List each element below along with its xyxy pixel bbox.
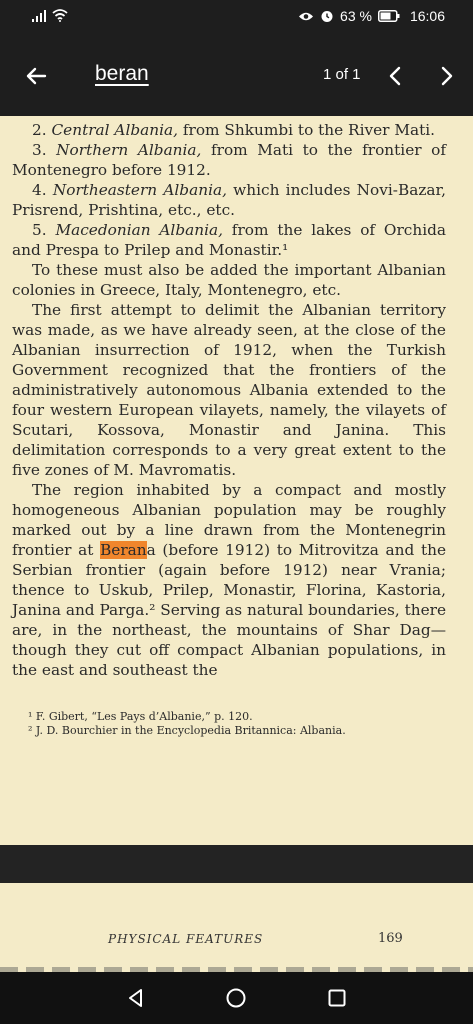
alarm-icon [320,9,334,23]
chevron-right-icon [439,65,455,87]
paragraph: To these must also be added the important Albanian colonies in Greece, Italy, Montenegro, etc. [12,261,446,299]
search-match-highlight: Beran [100,541,147,559]
signal-icon [32,10,48,22]
page-text [12,120,446,680]
paragraph: 3. Northern Albania, from Mati to the frontier of Montenegro before 1912. [12,141,446,179]
previous-match-button[interactable] [380,60,410,92]
next-page[interactable] [0,883,473,972]
page-gap [0,845,473,883]
running-header: PHYSICAL FEATURES [108,932,264,946]
match-count: 1 of 1 [323,66,361,83]
document-page[interactable] [0,116,473,845]
clock-time: 16:06 [409,8,445,24]
system-nav-bar [0,972,473,1024]
paragraph: 5. Macedonian Albania, from the lakes of Orchida and Prespa to Prilep and Monastir.¹ [12,221,446,259]
wifi-icon [52,9,68,22]
paragraph: The first attempt to delimit the Albanian territory was made, as we have already seen, at the close of the Albanian insurrection of 1912, when the Turkish Government recognized that the frontiers of the administratively autonomous Albania extended to the four western European vilayets, namely, the vilayets of Scutari, Kossova, Monastir and Janina. This delimitation corresponds to a very great extent to the five zones of M. Mavromatis. [12,301,446,479]
back-button[interactable] [20,60,52,92]
paragraph: 2. Central Albania, from Shkumbi to the River Mati. [32,121,436,139]
nav-recents-button[interactable] [323,984,351,1012]
status-bar [0,0,473,34]
search-input[interactable]: beran [95,62,149,85]
status-right [298,8,445,24]
back-triangle-icon [126,988,146,1008]
battery-percent: 63 % [340,8,372,24]
home-circle-icon [225,987,247,1009]
recents-square-icon [327,988,347,1008]
footnote: ² J. D. Bourchier in the Encyclopedia Britannica: Albania. [28,724,346,737]
find-toolbar [0,34,473,116]
battery-icon [378,10,400,22]
footnotes [28,710,346,738]
eye-icon [298,11,314,22]
status-left [32,9,68,22]
footnote: ¹ F. Gibert, “Les Pays d’Albanie,” p. 120. [28,710,253,723]
paragraph-with-match: The region inhabited by a compact and mostly homogeneous Albanian population may be roughly marked out by a line drawn from the Montenegrin frontier at Berana (before 1912) to Mitrovitza and the Serbian frontier (again before 1912) near Vrania; thence to Uskub, Prilep, Monastir, Florina, Kastoria, Janina and Parga.² Serving as natural boundaries, there are, in the northeast, the mountains of Shar Dag—though they cut off compact Albanian populations, in the east and southeast the [12,481,447,679]
paragraph: 4. Northeastern Albania, which includes Novi-Bazar, Prisrend, Prishtina, etc., etc. [12,181,446,219]
page-number: 169 [378,931,403,946]
chevron-left-icon [387,65,403,87]
nav-back-button[interactable] [122,984,150,1012]
nav-home-button[interactable] [222,984,250,1012]
back-arrow-icon [24,64,48,88]
next-match-button[interactable] [432,60,462,92]
